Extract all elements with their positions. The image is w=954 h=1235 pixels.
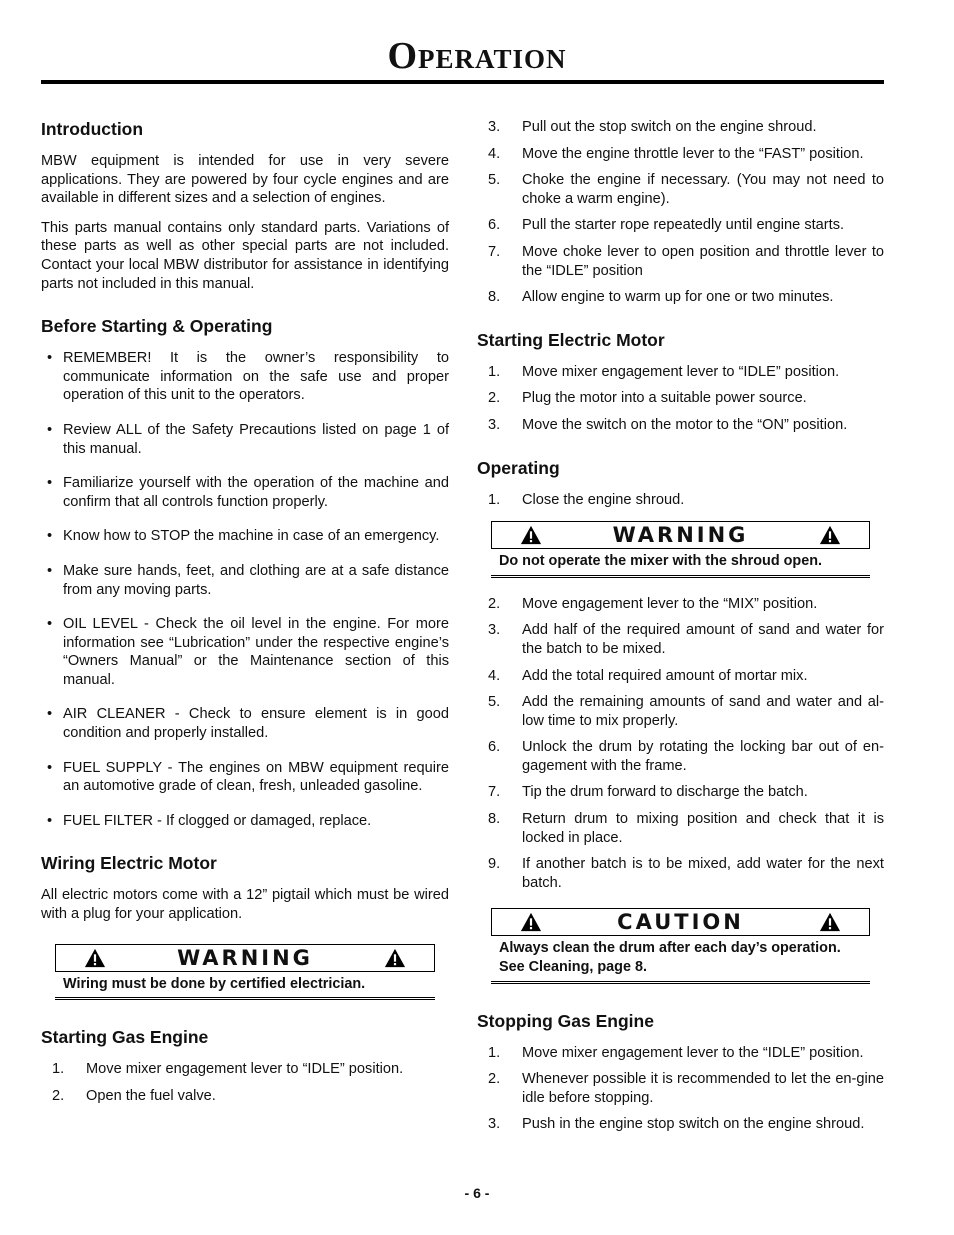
step-item: 3. Move the switch on the motor to the “ON” position. xyxy=(488,416,848,433)
warning-triangle-icon xyxy=(819,911,841,933)
caution-message: Always clean the drum after each day’s operation. See Cleaning, page 8. xyxy=(491,936,870,983)
step-item: 5. Choke the engine if necessary. (You may not need to choke a warm engine). xyxy=(488,172,884,207)
list-item: • Make sure hands, feet, and clothing are at a safe distance from any moving parts. xyxy=(47,562,449,598)
list-item: • AIR CLEANER - Check to ensure element is in good condition and properly installed. xyxy=(47,706,449,742)
warning-triangle-icon xyxy=(819,524,841,546)
warning-triangle-icon xyxy=(384,947,406,969)
step-item: 2. Whenever possible it is recommended to let the en-gine idle before stopping. xyxy=(488,1071,884,1106)
list-item: • Review ALL of the Safety Precautions listed on page 1 of this manual. xyxy=(47,421,449,457)
starting-gas-steps-right xyxy=(477,118,884,307)
step-item: 3. Push in the engine stop switch on the engine shroud. xyxy=(488,1116,865,1133)
introduction-paragraph-2: This parts manual contains only standard parts. Variations of these parts as well as other special parts are not included. Contact your local MBW distributor for assistance in identifying parts not included in this manual. xyxy=(41,219,449,292)
caution-box xyxy=(491,908,870,983)
wiring-warning-box xyxy=(55,944,435,1001)
list-item: • Familiarize yourself with the operation of the machine and confirm that all controls function properly. xyxy=(47,475,449,510)
wiring-paragraph: All electric motors come with a 12” pigtail which must be wired with a plug for your application. xyxy=(41,887,449,923)
warning-banner xyxy=(55,944,435,972)
step-item: 4. Move the engine throttle lever to the “FAST” position. xyxy=(488,145,864,162)
list-item: • REMEMBER! It is the owner’s responsibility to communicate information on the safe use and proper operation of this unit to the operators. xyxy=(47,350,449,404)
step-item: 7. Tip the drum forward to discharge the batch. xyxy=(488,784,808,801)
title-rule xyxy=(41,80,884,84)
right-column xyxy=(477,118,884,1142)
step-item: 2. Open the fuel valve. xyxy=(52,1087,216,1104)
operating-steps-a xyxy=(477,491,884,510)
caution-label: CAUTION xyxy=(617,910,744,935)
operating-warning-box xyxy=(491,521,870,578)
list-item: • FUEL SUPPLY - The engines on MBW equipment require an automotive grade of clean, fresh, unleaded gasoline. xyxy=(47,759,449,795)
step-item: 8. Return drum to mixing position and check that it is locked in place. xyxy=(488,811,884,846)
step-item: 9. If another batch is to be mixed, add water for the next batch. xyxy=(488,856,884,891)
step-item: 1. Move mixer engagement lever to “IDLE” position. xyxy=(488,363,840,380)
list-item: • FUEL FILTER - If clogged or damaged, replace. xyxy=(47,812,372,829)
stopping-gas-heading: Stopping Gas Engine xyxy=(477,1010,654,1031)
starting-gas-steps-left xyxy=(41,1060,449,1105)
starting-gas-heading: Starting Gas Engine xyxy=(41,1027,209,1048)
warning-label: WARNING xyxy=(612,523,749,548)
step-item: 1. Close the engine shroud. xyxy=(488,491,685,508)
caution-banner xyxy=(491,908,870,936)
step-item: 1. Move mixer engagement lever to “IDLE” position. xyxy=(52,1061,404,1078)
step-item: 1. Move mixer engagement lever to the “IDLE” position. xyxy=(488,1044,864,1061)
list-item: • Know how to STOP the machine in case of an emergency. xyxy=(47,528,440,545)
step-item: 3. Add half of the required amount of sand and water for the batch to be mixed. xyxy=(488,622,884,657)
step-item: 6. Pull the starter rope repeatedly until engine starts. xyxy=(488,217,845,234)
page-title: Operation xyxy=(387,35,567,77)
step-item: 2. Plug the motor into a suitable power source. xyxy=(488,390,807,407)
left-column xyxy=(41,118,449,1113)
operating-heading: Operating xyxy=(477,457,560,478)
introduction-paragraph-1: MBW equipment is intended for use in very severe applications. They are powered by four cycle engines and are available in different sizes and a selection of engines. xyxy=(41,153,449,207)
step-item: 8. Allow engine to warm up for one or two minutes. xyxy=(488,289,834,306)
starting-electric-heading: Starting Electric Motor xyxy=(477,329,665,350)
starting-electric-steps xyxy=(477,363,884,435)
introduction-heading: Introduction xyxy=(41,119,144,139)
step-item: 5. Add the remaining amounts of sand and water and al-low time to mix properly. xyxy=(488,694,884,729)
warning-banner xyxy=(491,521,870,549)
warning-label: WARNING xyxy=(177,945,313,970)
stopping-gas-steps xyxy=(477,1044,884,1134)
step-item: 7. Move choke lever to open position and throttle lever to the “IDLE” position xyxy=(488,243,884,279)
before-starting-heading: Before Starting & Operating xyxy=(41,316,273,337)
wiring-heading: Wiring Electric Motor xyxy=(41,853,217,874)
operating-steps-b xyxy=(477,595,884,893)
before-starting-list xyxy=(41,349,449,830)
warning-message: Do not operate the mixer with the shroud open. xyxy=(491,549,870,578)
list-item: • OIL LEVEL - Check the oil level in the engine. For more information see “Lubrication” under the respective engine’s “Owners Manual” or the Maintenance section of this manual. xyxy=(47,616,449,688)
step-item: 4. Add the total required amount of mortar mix. xyxy=(488,667,808,684)
page-number: - 6 - xyxy=(464,1185,490,1201)
step-item: 3. Pull out the stop switch on the engine shroud. xyxy=(488,119,817,135)
warning-message: Wiring must be done by certified electrician. xyxy=(55,972,435,1001)
step-item: 2. Move engagement lever to the “MIX” position. xyxy=(488,595,818,612)
step-item: 6. Unlock the drum by rotating the locking bar out of en-gagement with the frame. xyxy=(488,739,884,774)
